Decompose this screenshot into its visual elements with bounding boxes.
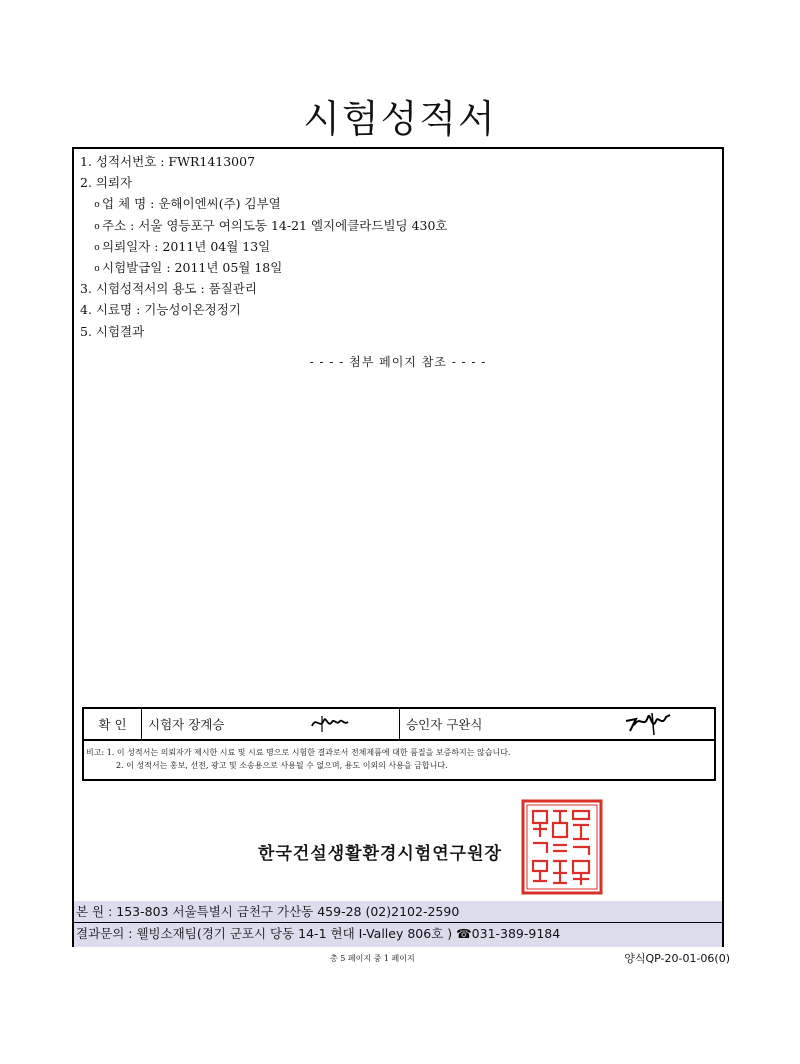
remark-1: 비고: 1. 이 성적서는 의뢰자가 제시한 시료 및 시료 명으로 시험한 결과로서 전체제품에 대한 품질을 보증하지는 않습니다.	[86, 748, 511, 757]
address-row	[80, 215, 448, 236]
tester-name: 시험자 장계승	[148, 717, 225, 732]
approver-cell	[400, 709, 714, 739]
request-date-row	[80, 236, 448, 257]
purpose: 3. 시험성적서의 용도 : 품질관리	[80, 281, 257, 297]
approver-name: 승인자 구완식	[406, 717, 483, 732]
report-info	[80, 151, 448, 342]
inquiry-contact: 결과문의 : 웰빙소재팀(경기 군포시 당동 14-1 현대 I-Valley 806호 ) ☎031-389-9184	[76, 926, 561, 941]
approver-signature-icon	[622, 709, 674, 739]
report-frame	[72, 147, 724, 947]
headquarters-address: 본 원 : 153-803 서울특별시 금천구 가산동 459-28 (02)2102-2590	[74, 901, 722, 923]
confirm-label: 확 인	[84, 709, 142, 739]
address: 주소 : 서울 영등포구 여의도동 14-21 엘지에클라드빌딩 430호	[102, 217, 448, 233]
remarks-box	[82, 741, 716, 781]
page-indicator: 총 5 페이지 중 1 페이지	[330, 954, 415, 963]
contact-footer	[74, 901, 722, 947]
bullet-icon: o	[94, 263, 100, 274]
tester-signature-icon	[310, 712, 350, 736]
remark-2: 2. 이 성적서는 홍보, 선전, 광고 및 소송용으로 사용될 수 없으며, 용도 이외의 사용을 금합니다.	[116, 761, 448, 770]
institute-name: 한국건설생활환경시험연구원장	[258, 844, 502, 864]
request-date: 의뢰일자 : 2011년 04월 13일	[102, 238, 271, 254]
issue-date-row	[80, 257, 448, 278]
requester-heading: 2. 의뢰자	[80, 175, 133, 191]
test-result-heading: 5. 시험결과	[80, 323, 145, 339]
official-seal-icon	[521, 799, 603, 895]
report-number: 1. 성적서번호 : FWR1413007	[80, 154, 256, 169]
bullet-icon: o	[94, 242, 100, 253]
confirmation-table	[82, 707, 716, 741]
tester-cell	[142, 709, 400, 739]
company-name: 업 체 명 : 운해이엔씨(주) 김부열	[102, 196, 281, 212]
form-code: 양식QP-20-01-06(0)	[624, 952, 730, 965]
sample-name: 4. 시료명 : 기능성이온정정기	[80, 302, 241, 318]
attachment-reference: - - - - 첨부 페이지 참조 - - - -	[309, 355, 487, 369]
company-row	[80, 193, 448, 214]
document-title: 시험성적서	[303, 97, 497, 141]
bullet-icon: o	[94, 221, 100, 232]
bullet-icon: o	[94, 200, 100, 211]
issue-date: 시험발급일 : 2011년 05월 18일	[102, 259, 283, 275]
